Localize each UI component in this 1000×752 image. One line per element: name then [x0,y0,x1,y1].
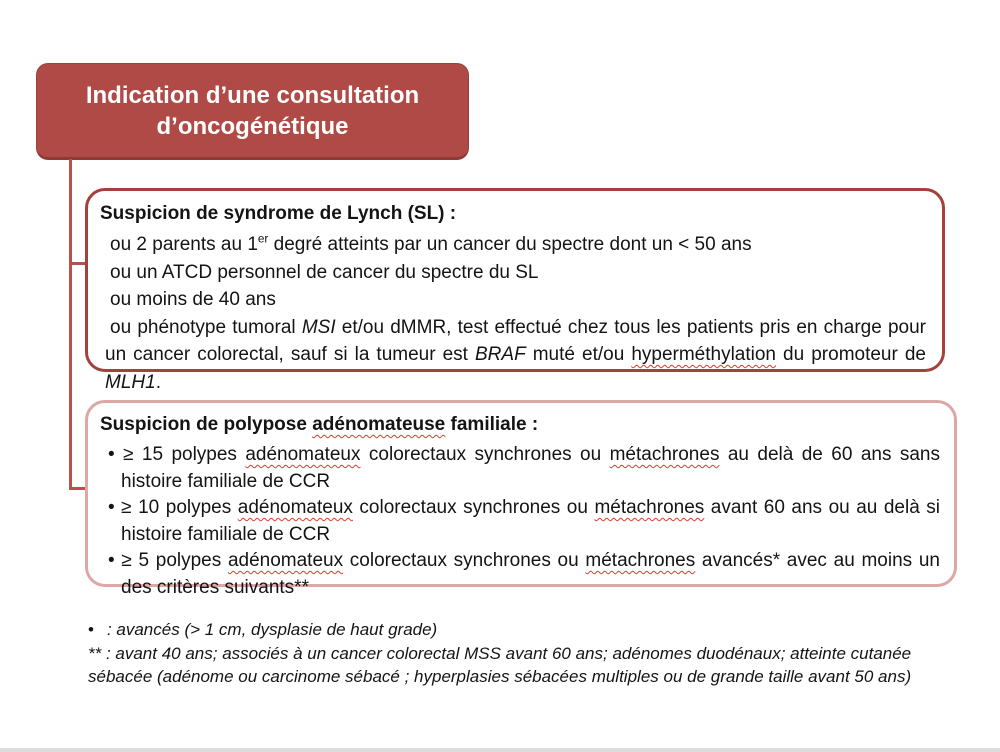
fap-criteria-bullet [100,548,940,601]
text-segment: colorectaux synchrones ou [343,550,586,571]
connector-vertical-line [69,159,72,490]
slide-title-line-1: Indication d’une consultation [85,81,420,109]
lynch-criteria-line [100,314,926,397]
fap-suspicion-box [85,400,957,598]
text-segment: adénomateux [237,497,353,518]
lynch-suspicion-box [85,188,945,393]
text-segment: avancés* avec au moins un des critères suivants** [121,550,940,598]
text-segment: colorectaux synchrones ou [360,444,610,465]
text-segment: ≥ 15 polypes [123,444,246,465]
text-segment: adénomateuse [312,414,446,435]
text-segment: muté et/ou [525,344,632,365]
text-segment: ou 2 parents au 1 [110,234,258,255]
text-segment: MLH1 [105,371,156,393]
bullet-icon: • [108,444,124,465]
lynch-criteria-line [100,231,926,259]
text-segment: BRAF [475,344,526,365]
lynch-criteria-line [100,286,926,314]
text-segment: MSI [301,316,336,338]
footnote-single-asterisk [88,618,928,642]
fap-box-header [100,411,940,438]
slide-title-box [36,63,469,160]
text-segment: métachrones [594,497,705,518]
text-segment: ≥ 10 polypes [121,497,238,518]
text-segment: au delà de 60 ans sans histoire familiale de CCR [121,444,941,492]
lynch-box-body [100,231,926,396]
fap-criteria-bullet [100,442,940,495]
text-segment: adénomateux [245,444,361,465]
slide-title-line-2: d’oncogénétique [156,112,349,140]
lynch-box-header: Suspicion de syndrome de Lynch (SL) : [100,203,457,224]
slide-bottom-edge [0,748,1000,752]
bullet-icon: • [108,497,122,518]
text-segment: colorectaux synchrones ou [352,497,595,518]
text-segment: degré atteints par un cancer du spectre dont un < 50 ans [268,234,752,255]
text-segment: et/ou dMMR, test effectué chez tous les patients pris en charge pour un cancer colorectal, sauf si la tumeur est [105,316,926,365]
text-segment: ou phénotype tumoral [110,316,302,338]
text-segment: ou un ATCD personnel de cancer du spectre du SL [110,261,539,283]
footnotes [88,618,928,689]
text-segment: ≥ 5 polypes [121,550,228,571]
lynch-criteria-line [100,259,926,287]
bullet-icon: • [108,550,122,571]
text-segment: er [257,232,269,246]
text-segment: adénomateux [227,550,344,571]
text-segment: Suspicion de polypose [100,414,313,435]
footnote-double-asterisk-text: ** : avant 40 ans; associés à un cancer colorectal MSS avant 60 ans; adénomes duodénaux; atteinte cutanée sébacée (adénome ou carcinome sébacé ; hyperplasies sébacées multiples ou de grande taille avant 50 ans) [88,643,912,686]
text-segment: avant 60 ans ou au delà si histoire familiale de CCR [121,497,941,545]
text-segment: . [155,371,161,393]
text-segment: familiale : [445,414,539,435]
text-segment: métachrones [585,550,696,571]
text-segment: ou moins de 40 ans [110,289,276,310]
footnote-bullet-icon: • [88,620,94,639]
text-segment: hyperméthylation [631,344,777,365]
text-segment: métachrones [609,444,720,465]
fap-box-body [100,442,940,601]
fap-criteria-bullet [100,495,940,548]
text-segment: du promoteur de [776,344,927,365]
footnote-single-asterisk-text: : avancés (> 1 cm, dysplasie de haut grade) [106,620,438,639]
